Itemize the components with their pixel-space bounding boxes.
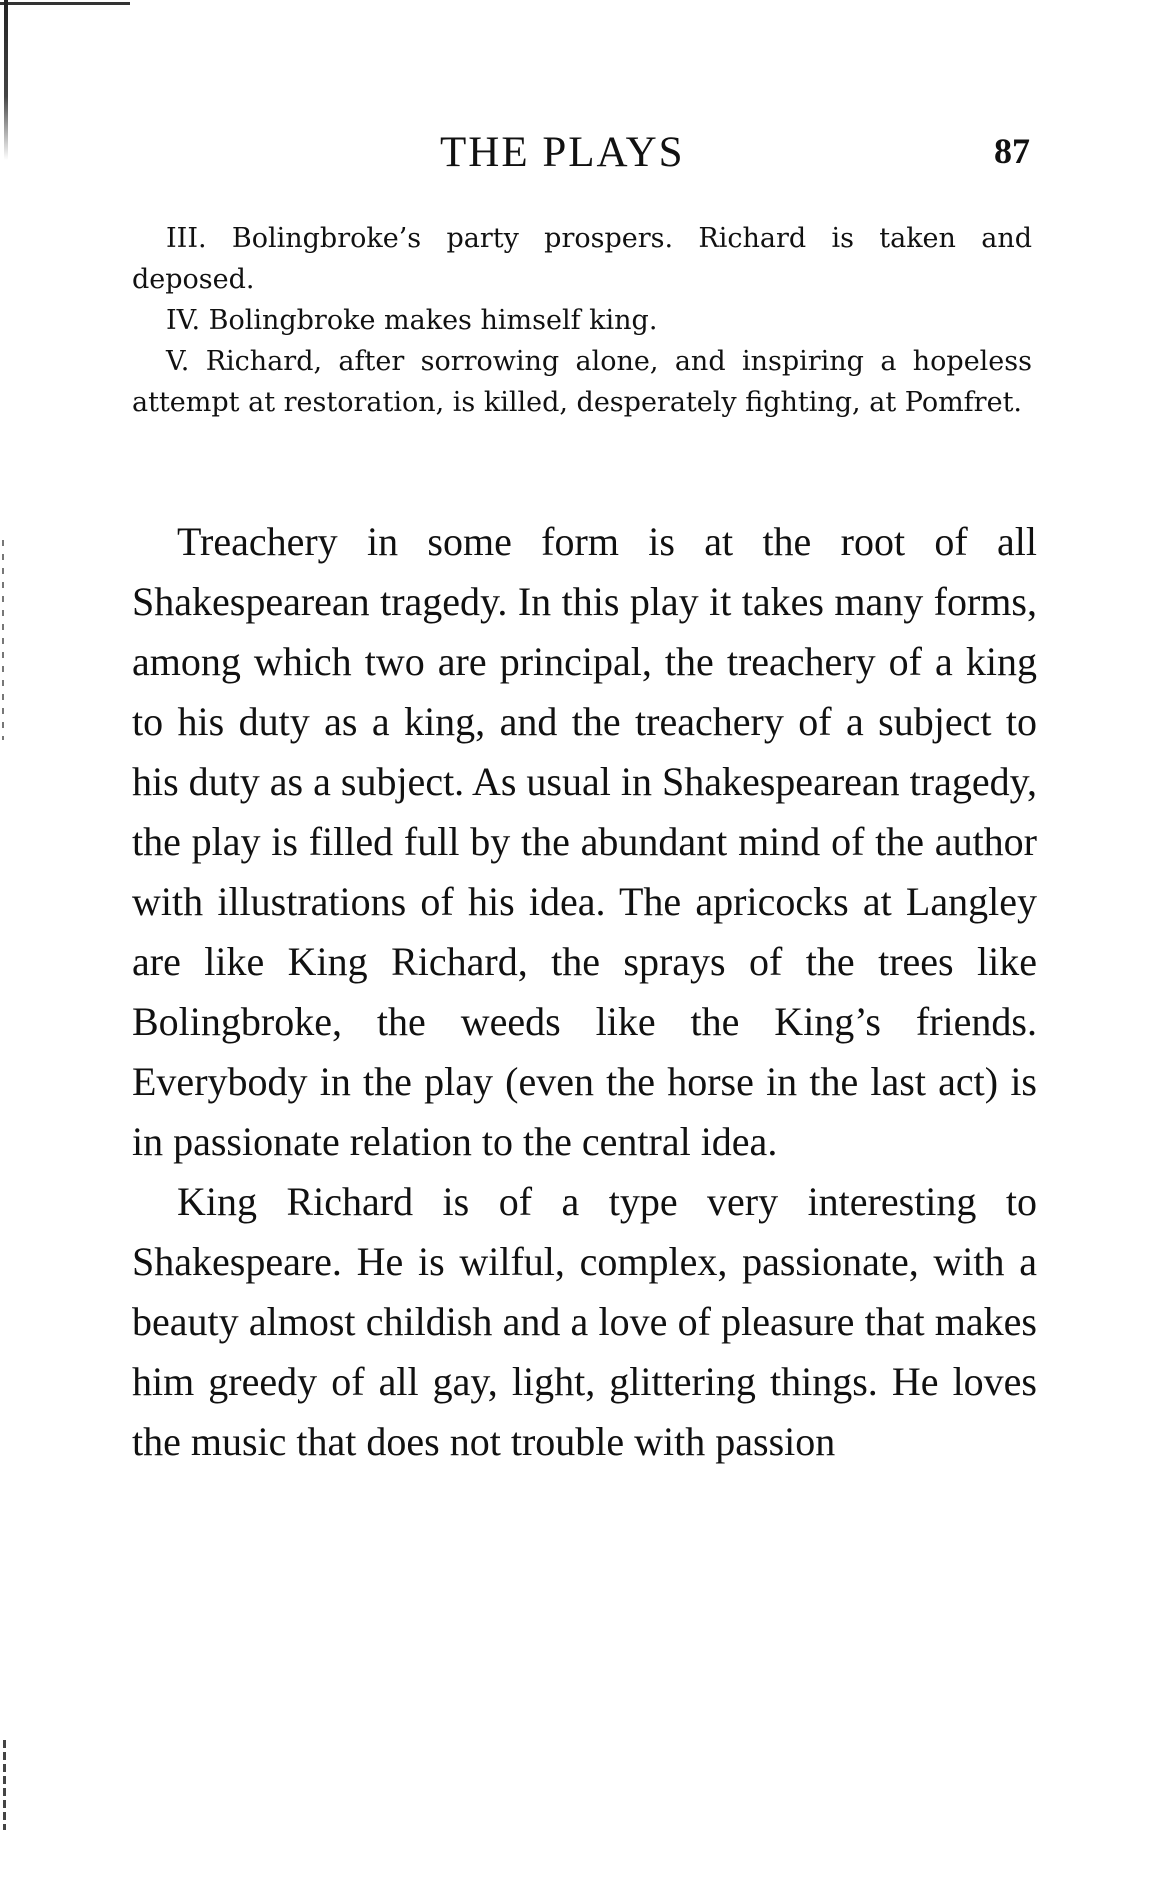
- synopsis-act-4: IV. Bolingbroke makes himself king.: [166, 305, 658, 336]
- running-title: THE PLAYS: [440, 129, 685, 176]
- synopsis-act-3: III. Bolingbroke’s party prospers. Richard is taken and deposed.: [132, 223, 1032, 295]
- page-number: 87: [994, 131, 1030, 171]
- body-text: [132, 512, 1037, 1472]
- scan-edge-top: [0, 2, 130, 5]
- scan-edge-mark: [2, 540, 4, 740]
- act-synopsis: [132, 218, 1032, 423]
- page-header: [130, 128, 1030, 178]
- scan-edge-bottom: [3, 1740, 6, 1830]
- paragraph-treachery: Treachery in some form is at the root of all Shakespearean tragedy. In this play it takes many forms, among which two are principal, the treachery of a king to his duty as a king, and the treachery of a subject to his duty as a subject. As usual in Shakespearean tragedy, the play is filled full by the abundant mind of the author with illustrations of his idea. The apricocks at Langley are like King Richard, the sprays of the trees like Bolingbroke, the weeds like the King’s friends. Everybody in the play (even the horse in the last act) is in passionate relation to the central idea.: [132, 519, 1037, 1164]
- synopsis-act-5: V. Richard, after sorrowing alone, and inspiring a hopeless attempt at restoration, is killed, desperately fighting, at Pomfret.: [132, 346, 1032, 418]
- scan-edge-left: [4, 0, 8, 160]
- paragraph-king-richard: King Richard is of a type very interesting to Shakespeare. He is wilful, complex, passionate, with a beauty almost childish and a love of pleasure that makes him greedy of all gay, light, glittering things. He loves the music that does not trouble with passion: [132, 1179, 1037, 1464]
